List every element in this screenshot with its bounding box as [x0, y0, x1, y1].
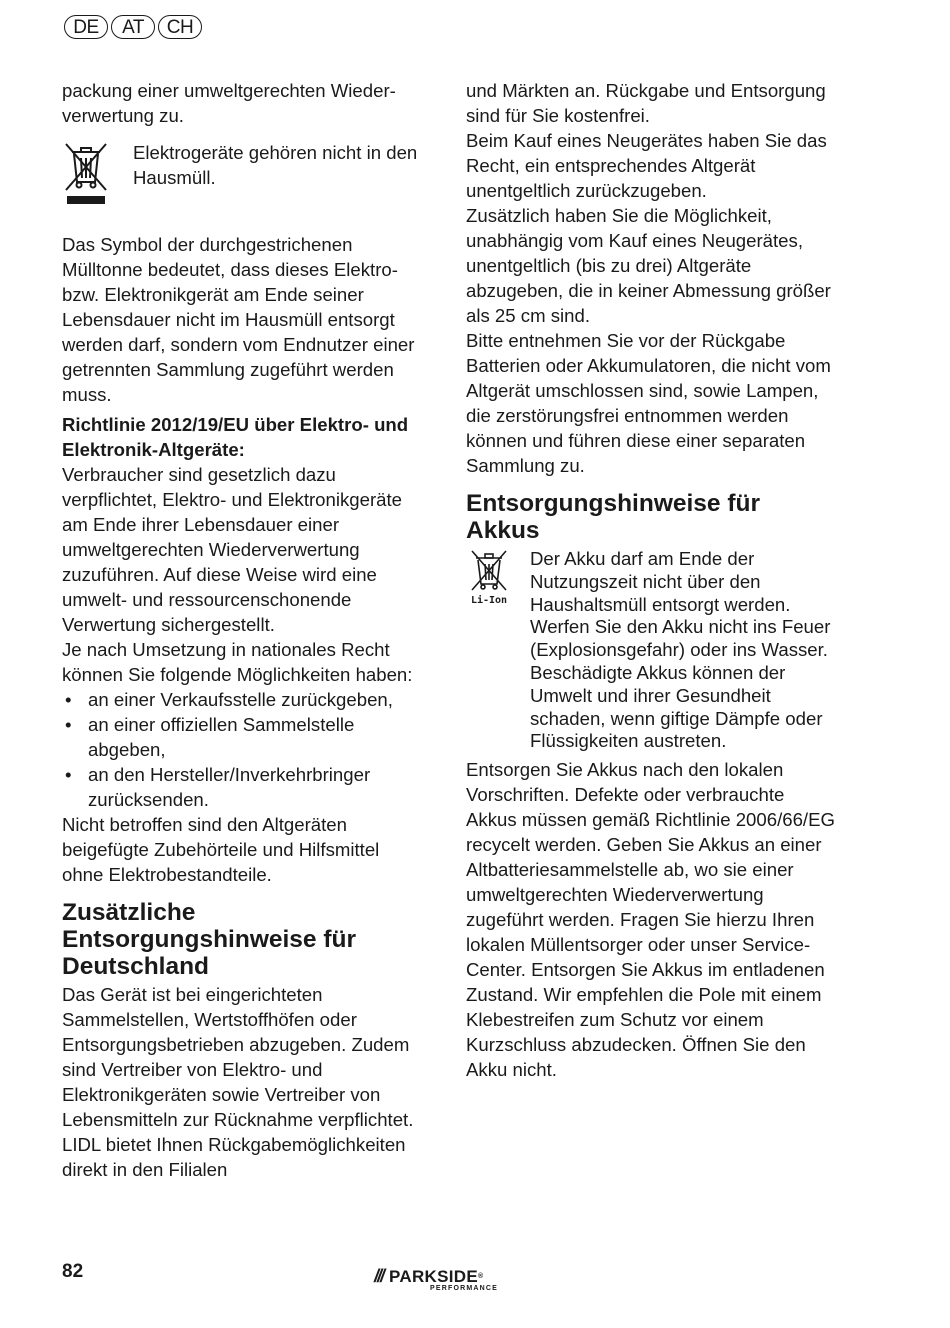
section-heading-germany: Zusätzliche Entsorgungshinweise für Deutschland [62, 899, 357, 980]
page-number: 82 [62, 1261, 84, 1282]
country-badge-de: DE [64, 15, 108, 39]
list-item: • an den Hersteller/Inverkehrbringer zurücksenden. [62, 762, 422, 812]
parkside-logo [374, 1266, 524, 1302]
right-column [466, 78, 838, 1082]
battery-notice [466, 548, 838, 753]
paragraph: Beim Kauf eines Neugerätes haben Sie das Recht, ein entsprechendes Altgerät unentgeltlich zurückzugeben. [466, 130, 827, 201]
options-list [62, 687, 422, 812]
paragraph: Nicht betroffen sind den Altgeräten beigefügte Zubehörteile und Hilfsmittel ohne Elektrobestandteile. [62, 814, 380, 885]
list-item: • an einer offiziellen Sammelstelle abgeben, [62, 712, 422, 762]
paragraph: und Märkten an. Rückgabe und Entsorgung sind für Sie kostenfrei. [466, 80, 826, 126]
list-item: • an einer Verkaufsstelle zurückgeben, [62, 687, 422, 712]
logo-subtitle: PERFORMANCE [430, 1285, 499, 1292]
logo-mark: /// [374, 1266, 384, 1286]
paragraph: Je nach Umsetzung in nationales Recht können Sie folgende Möglichkeiten haben: [62, 639, 413, 685]
battery-bin-icon [466, 548, 530, 612]
paragraph: Zusätzlich haben Sie die Möglichkeit, unabhängig vom Kauf eines Neugerätes, unentgeltlich (bis zu drei) Altgeräte abzugeben, die in keiner Abmessung größer als 25 cm sind. [466, 205, 831, 326]
country-badge-ch: CH [158, 15, 202, 39]
paragraph: Das Symbol der durchgestrichenen Mülltonne bedeutet, dass dieses Elektro- bzw. Elektronikgerät am Ende seiner Lebensdauer nicht im Hausmüll entsorgt werden darf, sondern vom Endnutzer einer getrennten Sammlung zugeführt werden muss. [62, 234, 415, 405]
section-heading-akkus: Entsorgungshinweise für Akkus [466, 490, 761, 544]
crossed-bin-icon [62, 140, 133, 214]
paragraph: Das Gerät ist bei eingerichteten Sammelstellen, Wertstoffhöfen oder Entsorgungsbetrieben abzugeben. Zudem sind Vertreiber von Elektro- und Elektronikgeräten sowie Vertreiber von Lebensmitteln zur Rücknahme verpflichtet. LIDL bietet Ihnen Rückgabemöglichkeiten direkt in den Filialen [62, 984, 414, 1180]
paragraph: Entsorgen Sie Akkus nach den lokalen Vorschriften. Defekte oder verbrauchte Akkus müssen gemäß Richtlinie 2006/66/EG recycelt werden. Geben Sie Akkus an einer Altbatteriesammelstelle ab, wo sie einer umweltgerechten Wiederverwertung zugeführt werden. Fragen Sie hierzu Ihren lokalen Müllentsorger oder unser Service-Center. Entsorgen Sie Akkus im entladenen Zustand. Wir empfehlen die Pole mit einem Klebestreifen zum Schutz vor einem Kurzschluss abzudecken. Öffnen Sie den Akku nicht. [466, 759, 835, 1081]
paragraph: packung einer umweltgerechten Wieder-verwertung zu. [62, 80, 396, 126]
weee-text: Elektrogeräte gehören nicht in den Hausmüll. [133, 142, 418, 188]
liion-label: Li-Ion [470, 595, 508, 606]
logo-brand: PARKSIDE [389, 1266, 479, 1286]
country-badge-at: AT [111, 15, 155, 39]
country-badges [64, 15, 202, 39]
left-column [62, 78, 422, 1182]
weee-notice [62, 140, 422, 214]
paragraph: Verbraucher sind gesetzlich dazu verpflichtet, Elektro- und Elektronikgeräte am Ende ihrer Lebensdauer einer umweltgerechten Wiederverwertung zuzuführen. Auf diese Weise wird eine umwelt- und ressourcenschonende Verwertung sichergestellt. [62, 464, 403, 635]
paragraph: Bitte entnehmen Sie vor der Rückgabe Batterien oder Akkumulatoren, die nicht vom Altgerät umschlossen sind, sowie Lampen, die zerstörungsfrei entnommen werden können und führen diese einer separaten Sammlung zu. [466, 330, 831, 476]
battery-notice-text: Der Akku darf am Ende der Nutzungszeit nicht über den Haushaltsmüll entsorgt werden. Werfen Sie den Akku nicht ins Feuer (Explosionsgefahr) oder ins Wasser. Beschädigte Akkus können der Umwelt und ihrer Gesundheit schaden, wenn giftige Dämpfe oder Flüssigkeiten austreten. [530, 548, 831, 752]
registered-mark: ® [478, 1273, 484, 1280]
directive-heading: Richtlinie 2012/19/EU über Elektro- und Elektronik-Altgeräte: [62, 414, 409, 460]
